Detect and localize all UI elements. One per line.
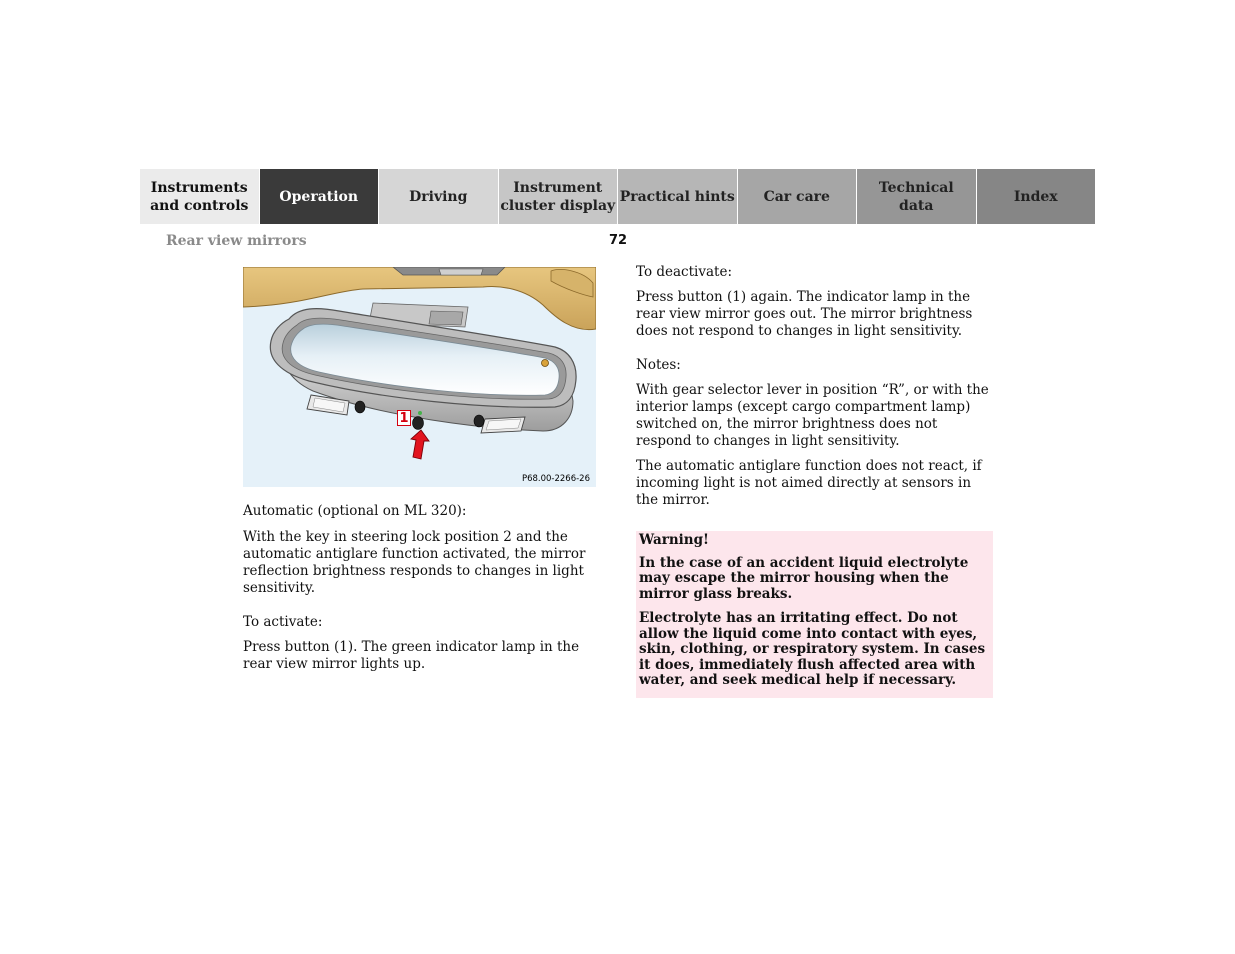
chapter-navigation [140, 169, 1095, 224]
tab-technical-data[interactable]: Technical data [857, 169, 977, 224]
paragraph-automatic: With the key in steering lock position 2 and the automatic antiglare function activated, the mirror reflection brightness responds to changes in light sensitivity. [243, 529, 586, 596]
warning-paragraph-2: Electrolyte has an irritating effect. Do not allow the liquid come into contact with eyes, skin, clothing, or respiratory system. In cases it does, immediately flush affected area with water, and seek medical help if necessary. [639, 610, 986, 688]
right-column [636, 264, 992, 509]
tab-operation[interactable]: Operation [260, 169, 380, 224]
left-column [243, 503, 599, 673]
heading-deactivate: To deactivate: [636, 264, 732, 280]
warning-paragraph-1: In the case of an accident liquid electrolyte may escape the mirror housing when the mirror glass breaks. [639, 554, 969, 602]
rear-view-mirror-illustration [243, 267, 596, 487]
heading-notes: Notes: [636, 357, 681, 373]
tab-instruments-and-controls[interactable]: Instruments and controls [140, 169, 260, 224]
tab-practical-hints[interactable]: Practical hints [618, 169, 738, 224]
section-title: Rear view mirrors [166, 233, 307, 249]
paragraph-activate: Press button (1). The green indicator lamp in the rear view mirror lights up. [243, 639, 580, 672]
tab-instrument-cluster-display[interactable]: Instrument cluster display [499, 169, 619, 224]
heading-automatic: Automatic (optional on ML 320): [243, 503, 467, 519]
mirror-drawing [243, 267, 596, 487]
paragraph-notes-1: With gear selector lever in position “R”, or with the interior lamps (except cargo compartment lamp) switched on, the mirror brightness does not respond to changes in light sensitivity. [636, 382, 989, 449]
heading-activate: To activate: [243, 614, 323, 630]
figure-code: P68.00-2266-26 [521, 474, 590, 484]
tab-driving[interactable]: Driving [379, 169, 499, 224]
warning-box [636, 531, 993, 698]
callout-label-1: 1 [397, 410, 411, 426]
tab-index[interactable]: Index [977, 169, 1096, 224]
warning-title: Warning! [639, 532, 709, 548]
paragraph-deactivate: Press button (1) again. The indicator lamp in the rear view mirror goes out. The mirror brightness does not respond to changes in light sensitivity. [636, 289, 973, 339]
paragraph-notes-2: The automatic antiglare function does not react, if incoming light is not aimed directly at sensors in the mirror. [636, 458, 982, 508]
tab-car-care[interactable]: Car care [738, 169, 858, 224]
page-number: 72 [608, 233, 628, 248]
